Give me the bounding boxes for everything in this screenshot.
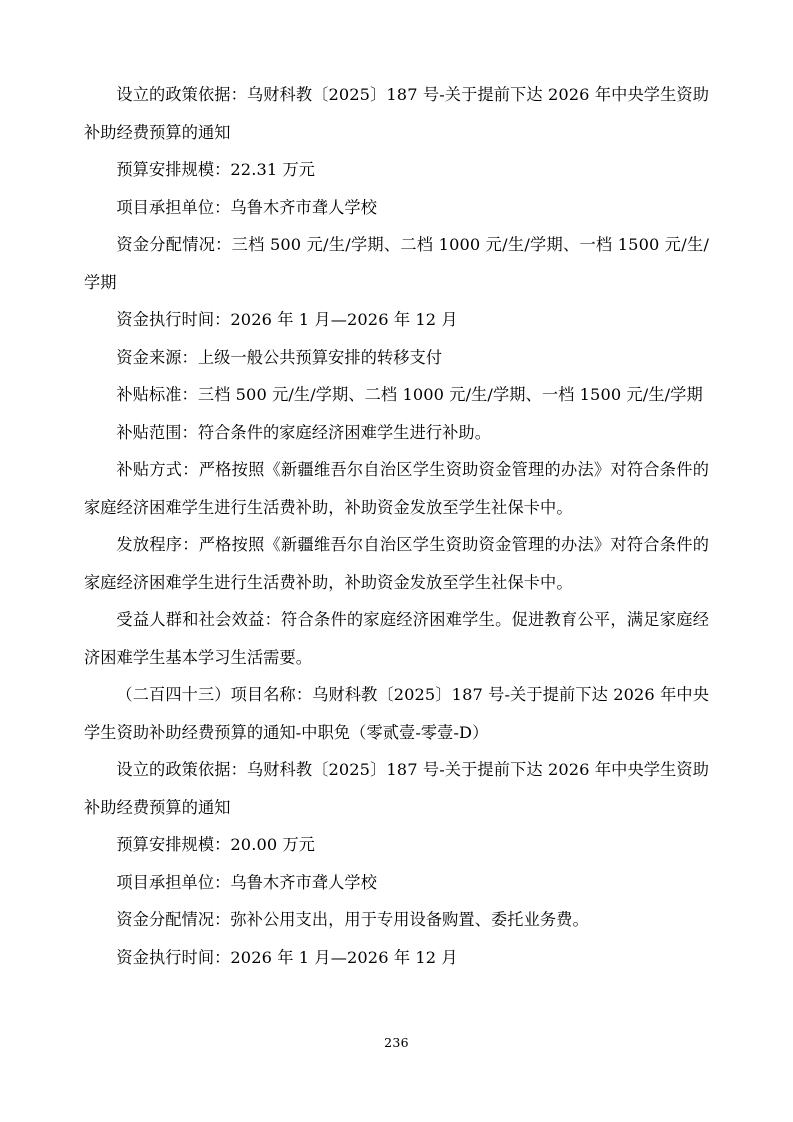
paragraph: 预算安排规模：22.31 万元 [116,160,316,179]
paragraph: 项目承担单位：乌鲁木齐市聋人学校 [116,197,377,217]
paragraph: 项目承担单位：乌鲁木齐市聋人学校 [116,872,377,892]
paragraph: 补贴标准：三档 500 元/生/学期、二档 1000 元/生/学期、一档 1500 元/生/学期 [116,385,703,404]
paragraph: 补贴方式：严格按照《新疆维吾尔自治区学生资助资金管理的办法》对符合条件的家庭经济困难学生进行生活费补助，补助资金发放至学生社保卡中。 [84,460,709,517]
paragraph: 资金分配情况：三档 500 元/生/学期、二档 1000 元/生/学期、一档 1500 元/生/学期 [84,235,709,292]
page-number: 236 [384,1035,409,1050]
paragraph: 补贴范围：符合条件的家庭经济困难学生进行补助。 [116,422,492,442]
document-body [84,76,709,976]
paragraph: 发放程序：严格按照《新疆维吾尔自治区学生资助资金管理的办法》对符合条件的家庭经济困难学生进行生活费补助，补助资金发放至学生社保卡中。 [84,535,709,592]
paragraph: 设立的政策依据：乌财科教〔2025〕187 号-关于提前下达 2026 年中央学生资助补助经费预算的通知 [84,85,709,142]
paragraph: 受益人群和社会效益：符合条件的家庭经济困难学生。促进教育公平，满足家庭经济困难学生基本学习生活需要。 [84,610,709,667]
paragraph: 资金执行时间：2026 年 1 月—2026 年 12 月 [116,947,458,967]
paragraph: 设立的政策依据：乌财科教〔2025〕187 号-关于提前下达 2026 年中央学生资助补助经费预算的通知 [84,760,709,817]
paragraph: （二百四十三）项目名称：乌财科教〔2025〕187 号-关于提前下达 2026 年中央学生资助补助经费预算的通知-中职免（零贰壹-零壹-D） [84,685,709,742]
paragraph: 资金执行时间：2026 年 1 月—2026 年 12 月 [116,310,458,329]
paragraph: 资金分配情况：弥补公用支出，用于专用设备购置、委托业务费。 [116,910,589,929]
paragraph: 预算安排规模：20.00 万元 [116,835,316,854]
paragraph: 资金来源：上级一般公共预算安排的转移支付 [116,347,443,367]
